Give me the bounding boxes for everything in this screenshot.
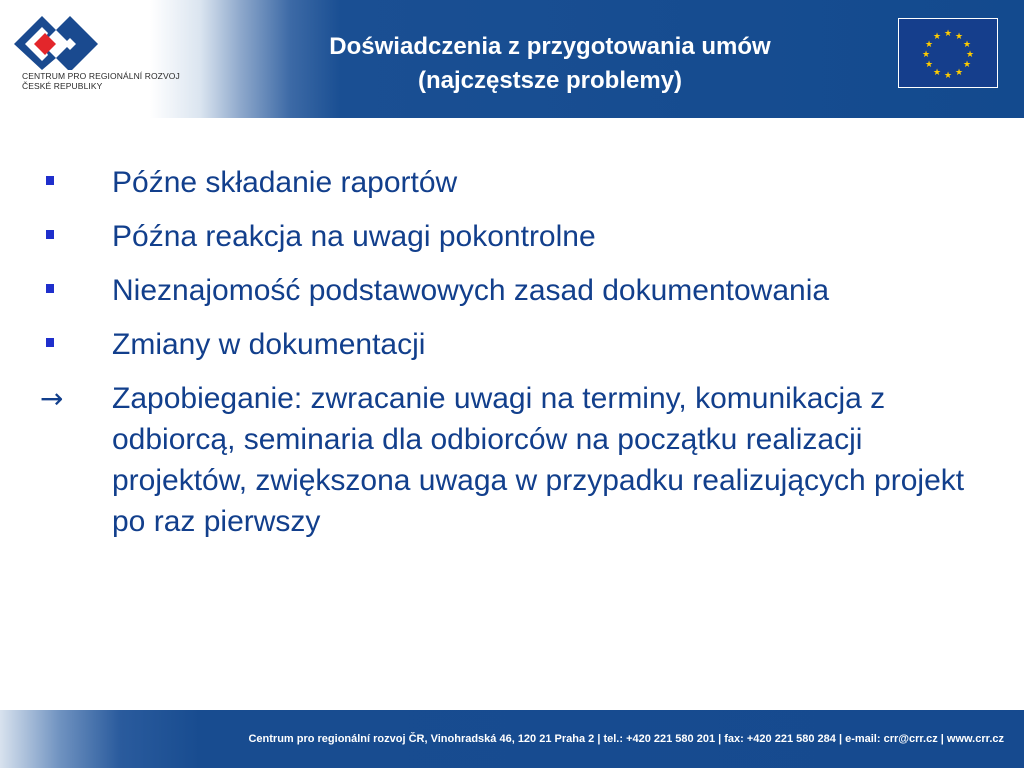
svg-text:★: ★ [954, 68, 964, 78]
footer-contact-text: Centrum pro regionální rozvoj ČR, Vinohradská 46, 120 21 Praha 2 | tel.: +420 221 580 201 | fax: +420 221 580 284 | e-mail: crr@crr.cz | www.crr.cz [248, 733, 1004, 745]
crr-logo [8, 8, 208, 98]
svg-text:★: ★ [943, 71, 953, 81]
svg-text:★: ★ [954, 32, 964, 42]
list-item-text: Nieznajomość podstawowych zasad dokumentowania [112, 274, 830, 307]
list-item [0, 324, 1024, 365]
square-bullet-icon [44, 216, 74, 257]
square-bullet-icon [44, 324, 74, 365]
square-bullet-icon [44, 270, 74, 311]
list-item-text: Zmiany w dokumentacji [112, 328, 426, 361]
svg-text:★: ★ [924, 60, 934, 70]
logo-line-1: CENTRUM PRO REGIONÁLNÍ ROZVOJ [22, 71, 180, 81]
svg-text:★: ★ [962, 60, 972, 70]
list-item [0, 270, 1024, 311]
eu-flag-icon [898, 18, 998, 88]
svg-text:★: ★ [965, 50, 975, 60]
footer-band [0, 710, 1024, 768]
page-title [250, 30, 850, 98]
bullet-list [0, 162, 1024, 555]
svg-text:★: ★ [924, 40, 934, 50]
svg-text:★: ★ [943, 29, 953, 39]
list-item [0, 216, 1024, 257]
list-item-text: Późna reakcja na uwagi pokontrolne [112, 220, 596, 253]
square-bullet-icon [44, 162, 74, 203]
header-band [0, 0, 1024, 118]
eu-stars-icon [899, 19, 997, 87]
svg-text:★: ★ [962, 40, 972, 50]
list-item-text: Późne składanie raportów [112, 166, 458, 199]
list-item [0, 162, 1024, 203]
svg-text:★: ★ [932, 32, 942, 42]
svg-text:★: ★ [921, 50, 931, 60]
logo-caption [22, 71, 180, 91]
svg-text:★: ★ [932, 68, 942, 78]
title-line-2: (najczęstsze problemy) [417, 67, 683, 94]
arrow-right-icon: → [40, 382, 64, 415]
title-line-1: Doświadczenia z przygotowania umów [329, 33, 771, 60]
crr-logo-icon [8, 8, 118, 70]
logo-line-2: ČESKÉ REPUBLIKY [22, 81, 103, 91]
list-item [0, 378, 1024, 542]
list-item-text: Zapobieganie: zwracanie uwagi na terminy, komunikacja z odbiorcą, seminaria dla odbiorców na początku realizacji projektów, zwiększona uwaga w przypadku realizujących projekt po raz pierwszy [112, 382, 965, 538]
